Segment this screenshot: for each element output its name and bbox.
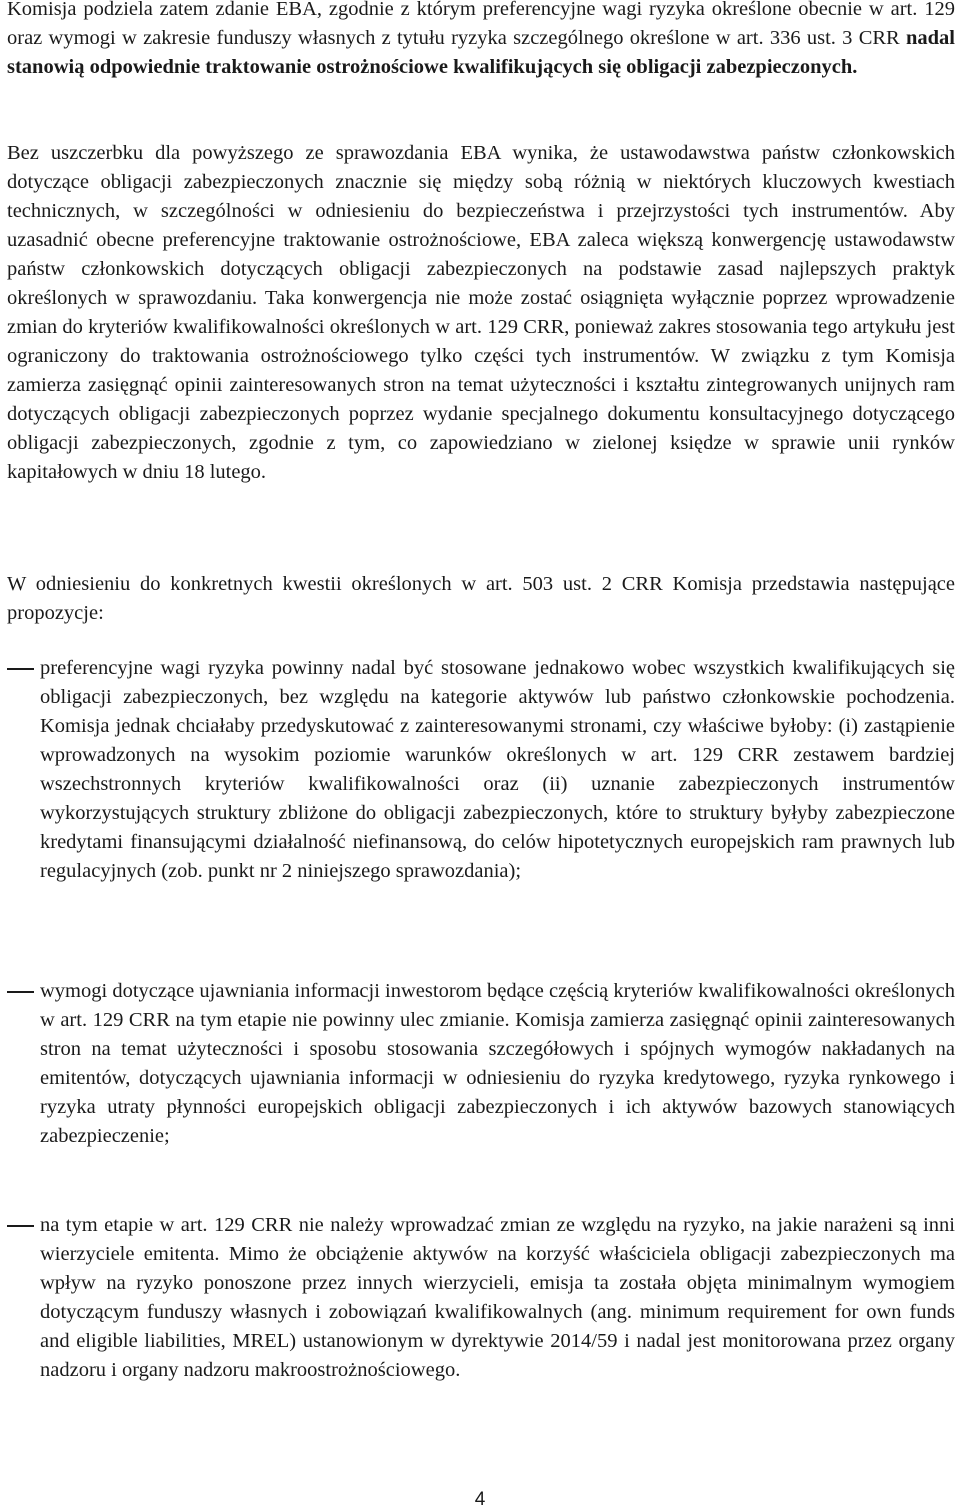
- list-item-text: preferencyjne wagi ryzyka powinny nadal być stosowane jednakowo wobec wszystkich kwalifikujących się obligacji zabezpieczonych, bez względu na kategorie aktywów lub państwo członkowskie pochodzenia. Komisja jednak chciałaby przedyskutować z zainteresowanymi stronami, czy właściwe byłoby: (i) zastąpienie wprowadzonych na wysokim poziomie warunków określonych w art. 129 CRR zestawem bardziej wszechstronnych kryteriów kwalifikowalności oraz (ii) uznanie zabezpieczonych instrumentów wykorzystujących struktury zbliżone do obligacji zabezpieczonych, które to struktury byłyby zabezpieczone kredytami finansującymi działalność niefinansową, do celów hipotetycznych europejskich ram prawnych lub regulacyjnych (zob. punkt nr 2 niniejszego sprawozdania);: [40, 657, 955, 882]
- dash-bullet-icon: [7, 668, 34, 670]
- paragraph-proposals-intro: W odniesieniu do konkretnych kwestii określonych w art. 503 ust. 2 CRR Komisja przedstawia następujące propozycje:: [7, 573, 955, 624]
- list-item: [7, 654, 955, 886]
- list-item: [7, 977, 955, 1151]
- list-item: [7, 1211, 955, 1385]
- dash-bullet-icon: [7, 991, 34, 993]
- paragraph-conclusion-bold-text: nadal stanowią odpowiednie traktowanie ostrożnościowe kwalifikujących się obligacji zabezpieczonych.: [7, 27, 955, 78]
- page-number: 4: [474, 1489, 486, 1510]
- list-item-text: wymogi dotyczące ujawniania informacji inwestorom będące częścią kryteriów kwalifikowalności określonych w art. 129 CRR na tym etapie nie powinny ulec zmianie. Komisja zamierza zasięgnąć opinii zainteresowanych stron na temat użyteczności i sposobu stosowania szczegółowych i spójnych wymogów nakładanych na emitentów, dotyczących ujawniania informacji w odniesieniu do ryzyka kredytowego, ryzyka rynkowego i ryzyka utraty płynności europejskich obligacji zabezpieczonych i ich aktywów bazowych stanowiących zabezpieczenie;: [40, 980, 955, 1147]
- paragraph-conclusion-text: Komisja podziela zatem zdanie EBA, zgodnie z którym preferencyjne wagi ryzyka określone obecnie w art. 129 oraz wymogi w zakresie funduszy własnych z tytułu ryzyka szczególnego określone w art. 336 ust. 3 CRR: [7, 0, 955, 49]
- list-item-text: na tym etapie w art. 129 CRR nie należy wprowadzać zmian ze względu na ryzyko, na jakie narażeni są inni wierzyciele emitenta. Mimo że obciążenie aktywów na korzyść właściciela obligacji zabezpieczonych ma wpływ na ryzyko ponoszone przez innych wierzycieli, emisja ta została objęta minimalnym wymogiem dotyczącym funduszy własnych i zobowiązań kwalifikowalnych (ang. minimum requirement for own funds and eligible liabilities, MREL) ustanowionym w dyrektywie 2014/59 i nadal jest monitorowana przez organy nadzoru i organy nadzoru makroostrożnościowego.: [40, 1214, 955, 1381]
- dash-bullet-icon: [7, 1225, 34, 1227]
- paragraph-conclusion: [7, 0, 955, 82]
- paragraph-eba-findings: Bez uszczerbku dla powyższego ze sprawozdania EBA wynika, że ustawodawstwa państw członkowskich dotyczące obligacji zabezpieczonych znacznie się między sobą różnią w niektórych kluczowych kwestiach technicznych, w szczególności w odniesieniu do bezpieczeństwa i przejrzystości tych instrumentów. Aby uzasadnić obecne preferencyjne traktowanie ostrożnościowe, EBA zaleca większą konwergencję ustawodawstw państw członkowskich dotyczących obligacji zabezpieczonych na podstawie zasad najlepszych praktyk określonych w sprawozdaniu. Taka konwergencja nie może zostać osiągnięta wyłącznie poprzez wprowadzenie zmian do kryteriów kwalifikowalności określonych w art. 129 CRR, ponieważ zakres stosowania tego artykułu jest ograniczony do traktowania ostrożnościowego tylko części tych instrumentów. W związku z tym Komisja zamierza zasięgnąć opinii zainteresowanych stron na temat użyteczności i kształtu zintegrowanych unijnych ram dotyczących obligacji zabezpieczonych poprzez wydanie specjalnego dokumentu konsultacyjnego dotyczącego obligacji zabezpieczonych, zgodnie z tym, co zapowiedziano w zielonej księdze w sprawie unii rynków kapitałowych w dniu 18 lutego.: [7, 142, 955, 483]
